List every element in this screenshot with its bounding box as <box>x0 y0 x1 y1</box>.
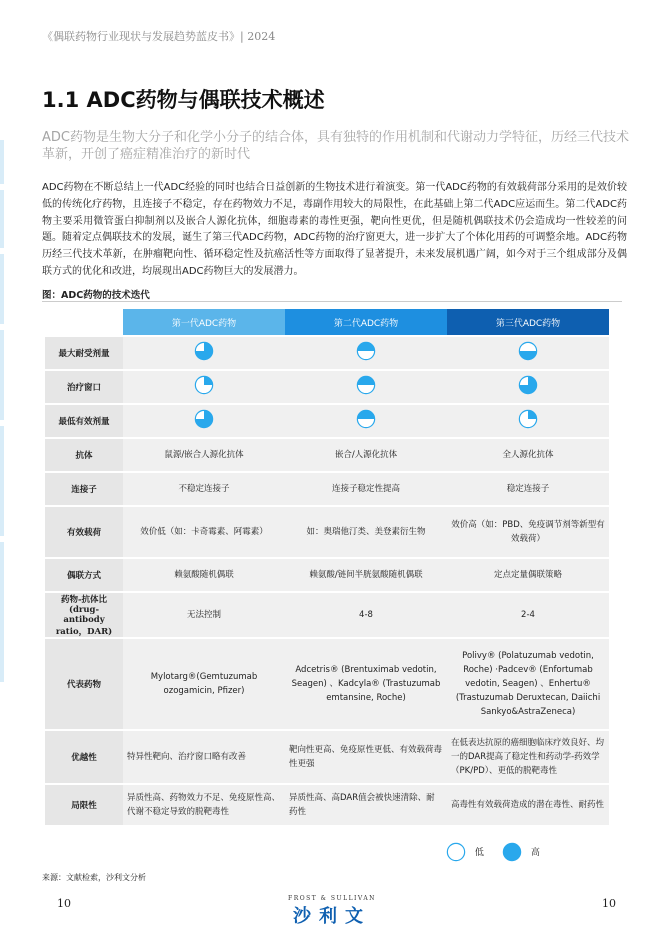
adc-generation-table <box>45 307 609 827</box>
pie-fill <box>357 376 374 385</box>
row-header: 治疗窗口 <box>45 371 123 403</box>
logo-english: FROST & SULLIVAN <box>288 895 376 902</box>
table-cell: 效价低（如：卡奇霉素、阿霉素） <box>123 507 285 557</box>
row-header: 连接子 <box>45 473 123 505</box>
table-cell: Adcetris® (Brentuximab vedotin, Seagen) 、Kadcyla® (Trastuzumab emtansine, Roche) <box>285 639 447 729</box>
page-number-right: 10 <box>602 897 616 910</box>
row-header: 最大耐受剂量 <box>45 337 123 369</box>
level-pie-icon <box>518 375 538 395</box>
table-row <box>45 731 609 783</box>
table-cell: 鼠源/嵌合人源化抗体 <box>123 439 285 471</box>
source-note: 来源：文献检索，沙利文分析 <box>42 873 146 882</box>
pie-cell <box>285 371 447 403</box>
table-cell: 效价高（如：PBD、免疫调节剂等新型有效载荷） <box>447 507 609 557</box>
table-cell: 无法控制 <box>123 593 285 637</box>
table-cell: 赖氨酸随机偶联 <box>123 559 285 591</box>
section-subtitle: ADC药物是生物大分子和化学小分子的结合体，具有独特的作用机制和代谢动力学特征，历经三代技术革新，开创了癌症精准治疗的新时代 <box>42 130 629 162</box>
pie-fill <box>357 342 374 351</box>
pie-fill <box>519 351 536 360</box>
table-row <box>45 639 609 729</box>
legend-low <box>446 842 484 862</box>
pie-cell <box>123 405 285 437</box>
level-pie-icon <box>356 375 376 395</box>
header-gen-1: 第一代ADC药物 <box>123 309 285 335</box>
table-row <box>45 785 609 825</box>
row-header: 局限性 <box>45 785 123 825</box>
row-header: 代表药物 <box>45 639 123 729</box>
level-pie-icon <box>194 409 214 429</box>
pie-fill <box>357 410 374 419</box>
table-cell: 异质性高、高DAR值会被快速清除、耐药性 <box>285 785 447 825</box>
frost-sullivan-logo <box>282 895 382 928</box>
table-cell: 高毒性有效载荷造成的潜在毒性、耐药性 <box>447 785 609 825</box>
table-cell: 如：奥瑞他汀类、美登素衍生物 <box>285 507 447 557</box>
generation-header-row <box>45 309 609 335</box>
caption-divider <box>42 301 622 302</box>
header-corner <box>45 309 123 335</box>
table-row <box>45 337 609 369</box>
level-pie-icon <box>194 341 214 361</box>
legend-high <box>502 842 540 862</box>
pie-cell <box>447 371 609 403</box>
table-cell: 赖氨酸/链间半胱氨酸随机偶联 <box>285 559 447 591</box>
table-cell: Mylotarg®(Gemtuzumab ozogamicin, Pfizer) <box>123 639 285 729</box>
legend-high-label: 高 <box>530 847 540 858</box>
table-cell: 在低表达抗原的癌细胞临床疗效良好、均一的DAR提高了稳定性和药动学-药效学（PK/PD）、更低的脱靶毒性 <box>447 731 609 783</box>
side-accent-bars <box>0 140 6 688</box>
filled-circle-icon <box>502 842 522 862</box>
table-cell: 定点定量偶联策略 <box>447 559 609 591</box>
header-gen-2: 第二代ADC药物 <box>285 309 447 335</box>
pie-cell <box>447 337 609 369</box>
table-cell: Polivy® (Polatuzumab vedotin, Roche) ·Padcev® (Enfortumab vedotin, Seagen) 、Enhertu® (Trastuzumab Deruxtecan, Daiichi Sankyo&AstraZeneca) <box>447 639 609 729</box>
table-row <box>45 439 609 471</box>
pie-cell <box>123 371 285 403</box>
row-header: 抗体 <box>45 439 123 471</box>
page-number-left: 10 <box>57 897 71 910</box>
row-header: 有效载荷 <box>45 507 123 557</box>
table-cell: 4-8 <box>285 593 447 637</box>
pie-fill <box>204 376 213 385</box>
row-header: 最低有效剂量 <box>45 405 123 437</box>
level-pie-icon <box>356 409 376 429</box>
pie-cell <box>285 337 447 369</box>
figure-caption: 图：ADC药物的技术迭代 <box>42 290 150 301</box>
empty-circle-icon <box>446 842 466 862</box>
table-cell: 2-4 <box>447 593 609 637</box>
table-row <box>45 371 609 403</box>
level-pie-icon <box>518 409 538 429</box>
table-cell: 靶向性更高、免疫原性更低、有效载荷毒性更强 <box>285 731 447 783</box>
table-row <box>45 405 609 437</box>
table-row <box>45 593 609 637</box>
body-paragraph: ADC药物在不断总结上一代ADC经验的同时也结合日益创新的生物技术进行着演变。第一代ADC药物的有效载荷部分采用的是效价较低的传统化疗药物，且连接子不稳定，存在药物效力不足，毒副作用较大的局限性，在此基础上第二代ADC应运而生。第二代ADC药物主要采用微管蛋白抑制剂以及嵌合人源化抗体，细胞毒素的毒性更强，靶向性更优，但是随机偶联技术仍会造成均一性较差的问题。随着定点偶联技术的发展，诞生了第三代ADC药物，ADC药物的治疗窗更大，进一步扩大了个体化用药的可调整余地。ADC药物历经三代技术革新，在肿瘤靶向性、循环稳定性及抗癌活性等方面取得了显著提升，未来发展机遇广阔，如今对于三个组成部分及偶联方式的优化和改进，均展现出ADC药物巨大的发展潜力。 <box>42 182 627 277</box>
table-cell: 稳定连接子 <box>447 473 609 505</box>
table-row <box>45 559 609 591</box>
table-cell: 不稳定连接子 <box>123 473 285 505</box>
table-cell: 异质性高、药物效力不足、免疫原性高、代谢不稳定导致的脱靶毒性 <box>123 785 285 825</box>
level-pie-icon <box>194 375 214 395</box>
table-row <box>45 507 609 557</box>
header-gen-3: 第三代ADC药物 <box>447 309 609 335</box>
pie-fill <box>528 410 537 419</box>
table-cell: 全人源化抗体 <box>447 439 609 471</box>
pie-cell <box>447 405 609 437</box>
row-header: 优越性 <box>45 731 123 783</box>
logo-chinese: 沙利文 <box>293 906 371 927</box>
table-cell: 特异性靶向、治疗窗口略有改善 <box>123 731 285 783</box>
row-header: 偶联方式 <box>45 559 123 591</box>
report-header: 《偶联药物行业现状与发展趋势蓝皮书》| 2024 <box>42 30 276 43</box>
table-cell: 嵌合/人源化抗体 <box>285 439 447 471</box>
table-cell: 连接子稳定性提高 <box>285 473 447 505</box>
level-pie-icon <box>356 341 376 361</box>
row-header: 药物-抗体比 (drug-antibody ratio，DAR) <box>45 593 123 637</box>
level-pie-icon <box>518 341 538 361</box>
table-row <box>45 473 609 505</box>
section-title: 1.1 ADC药物与偶联技术概述 <box>42 88 325 112</box>
pie-cell <box>123 337 285 369</box>
legend-low-label: 低 <box>474 847 484 858</box>
pie-cell <box>285 405 447 437</box>
